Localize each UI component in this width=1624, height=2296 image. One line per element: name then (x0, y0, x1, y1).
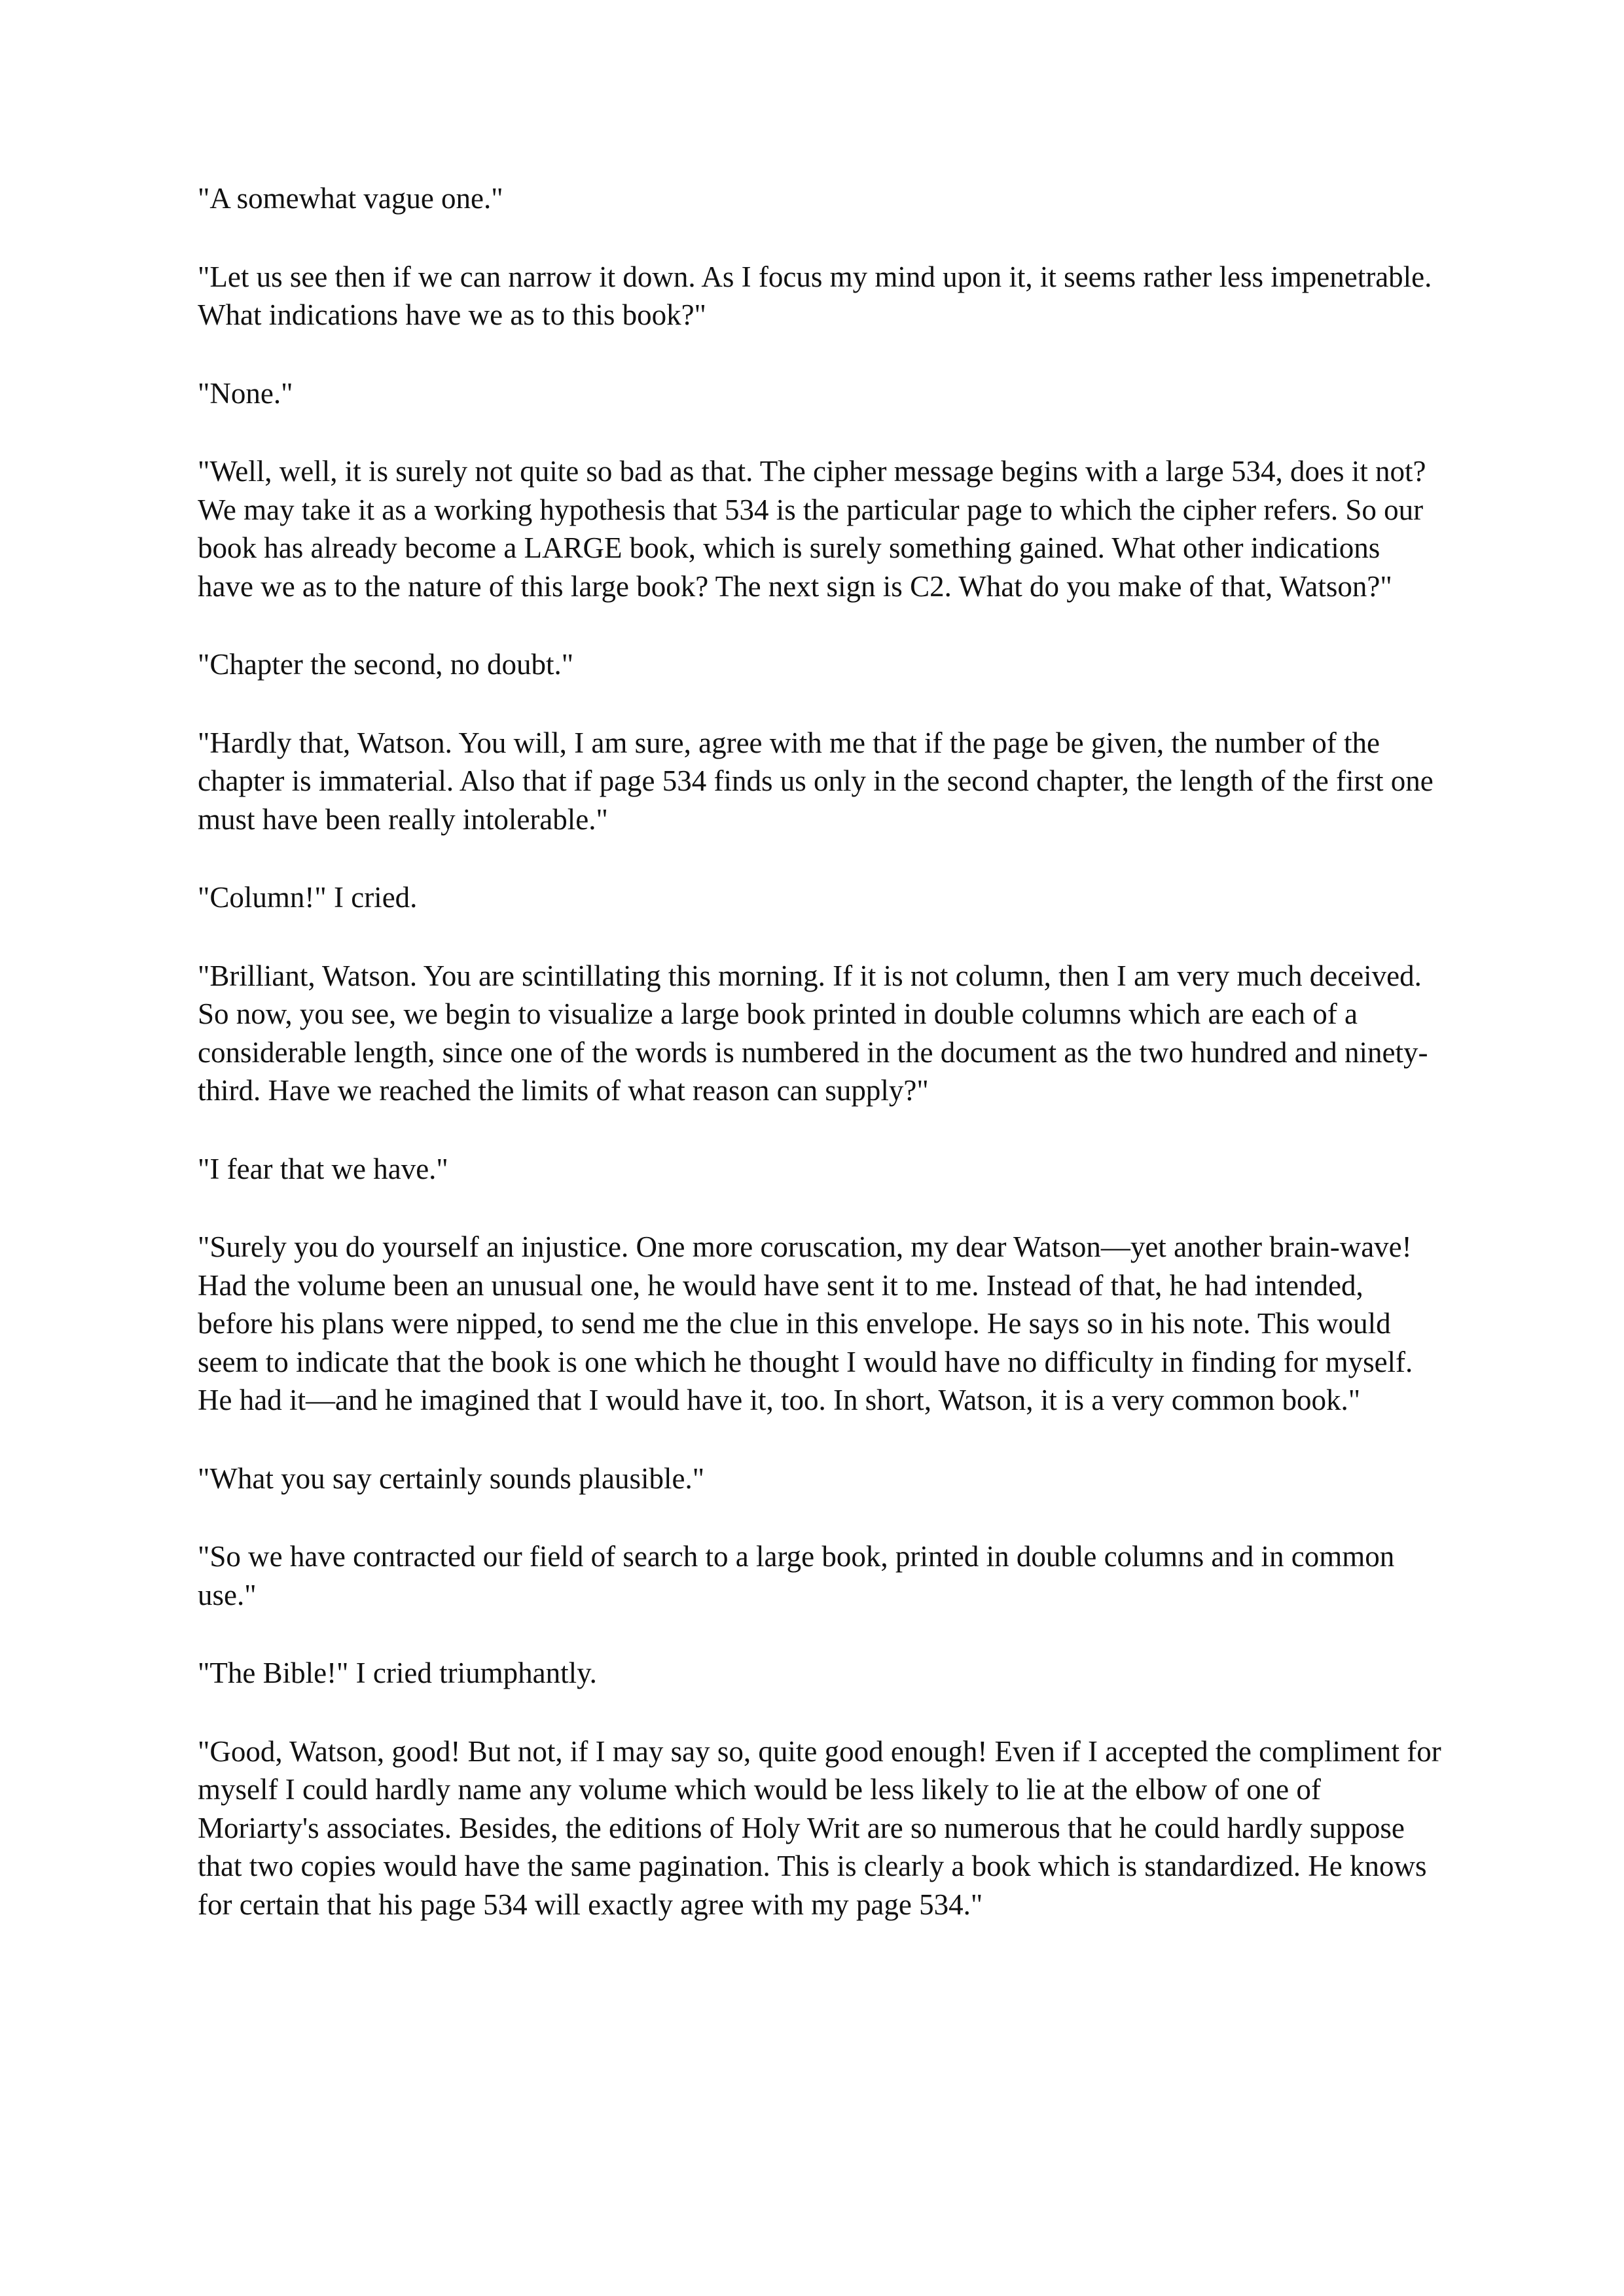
paragraph: "So we have contracted our field of search to a large book, printed in double columns and in common use." (198, 1540, 1395, 1611)
paragraph: "The Bible!" I cried triumphantly. (198, 1657, 597, 1689)
paragraph: "Column!" I cried. (198, 881, 418, 914)
paragraph: "A somewhat vague one." (198, 182, 503, 215)
paragraph: "Good, Watson, good! But not, if I may say so, quite good enough! Even if I accepted the compliment for myself I could hardly name any volume which would be less likely to lie at the elbow of one of Moriarty's associates. Besides, the editions of Holy Writ are so numerous that he could hardly suppose that two copies would have the same pagination. This is clearly a book which is standardized. He knows for certain that his page 534 will exactly agree with my page 534." (198, 1734, 1441, 1921)
paragraph: "Chapter the second, no doubt." (198, 648, 574, 681)
paragraph: "I fear that we have." (198, 1152, 448, 1185)
paragraph: "None." (198, 376, 293, 410)
document-text (198, 179, 1441, 1964)
paragraph: "Hardly that, Watson. You will, I am sure, agree with me that if the page be given, the number of the chapter is immaterial. Also that if page 534 finds us only in the second chapter, the length of the first one must have been really intolerable." (198, 726, 1434, 836)
paragraph: "Surely you do yourself an injustice. One more coruscation, my dear Watson—yet another brain-wave! Had the volume been an unusual one, he would have sent it to me. Instead of that, he had intended, before his plans were nipped, to send me the clue in this envelope. He says so in his note. This would seem to indicate that the book is one which he thought I would have no difficulty in finding for myself. He had it—and he imagined that I would have it, too. In short, Watson, it is a very common book." (198, 1230, 1413, 1416)
paragraph: "Let us see then if we can narrow it down. As I focus my mind upon it, it seems rather less impenetrable. What indications have we as to this book?" (198, 260, 1432, 331)
paragraph: "Brilliant, Watson. You are scintillating this morning. If it is not column, then I am very much deceived. So now, you see, we begin to visualize a large book printed in double columns which are each of a considerable length, since one of the words is numbered in the document as the two hundred and ninety-third. Have we reached the limits of what reason can supply?" (198, 959, 1428, 1107)
paragraph: "Well, well, it is surely not quite so bad as that. The cipher message begins with a large 534, does it not? We may take it as a working hypothesis that 534 is the particular page to which the cipher refers. So our book has already become a LARGE book, which is surely something gained. What other indications have we as to the nature of this large book? The next sign is C2. What do you make of that, Watson?" (198, 455, 1426, 603)
paragraph: "What you say certainly sounds plausible." (198, 1462, 705, 1495)
